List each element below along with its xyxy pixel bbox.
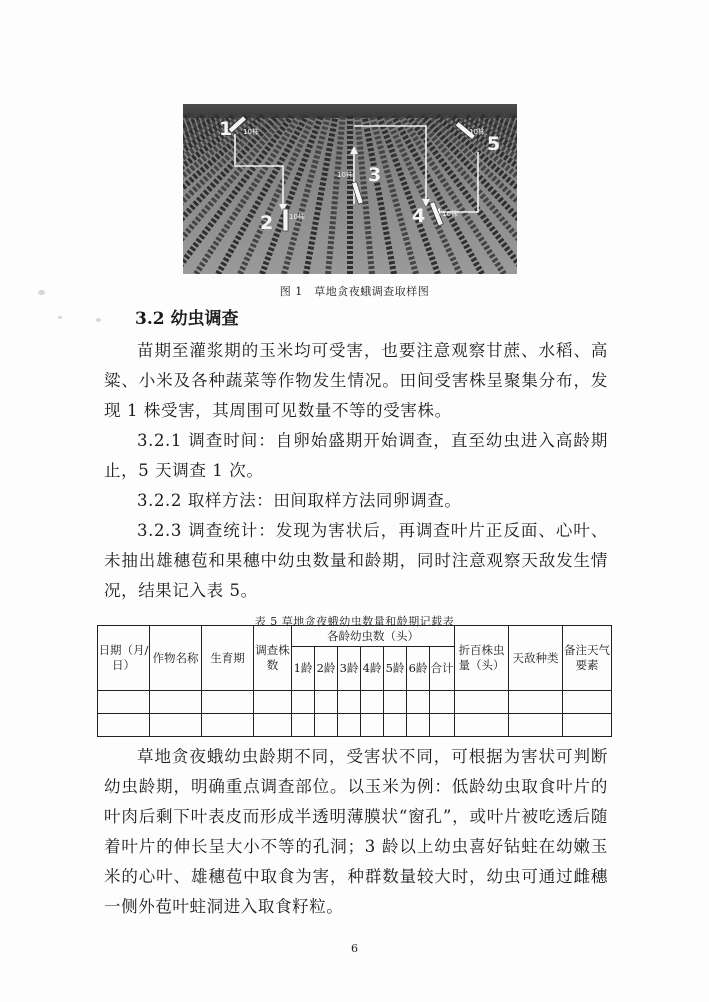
plot-label: 10株	[289, 213, 305, 221]
scan-speck	[58, 316, 62, 319]
plot-label: 10株	[337, 171, 353, 179]
header-notes: 备注天气要素	[563, 626, 612, 691]
header-instar-total: 合计	[430, 647, 455, 691]
header-instar-5: 5龄	[384, 647, 407, 691]
plot-label: 10株	[243, 128, 259, 136]
header-crop: 作物名称	[150, 626, 202, 691]
header-instar-group: 各龄幼虫数（头）	[292, 626, 455, 647]
paragraph-sampling-method: 3.2.2 取样方法：田间取样方法同卵调查。	[137, 491, 462, 510]
header-instar-6: 6龄	[407, 647, 430, 691]
paragraph-damage-symptoms: 草地贪夜蛾幼虫龄期不同，受害状不同，可根据为害状可判断幼虫龄期，明确重点调查部位。以玉米为例：低龄幼虫取食叶片的叶肉后剩下叶表皮而形成半透明薄膜状“窗孔”，或叶片被吃透后随着叶片的伸长呈大小不等的孔洞；3 龄以上幼虫喜好钻蛀在幼嫩玉米的心叶、雄穗苞中取食为害，种群数量较大时，幼虫可通过雌穗一侧外苞叶蛀洞进入取食籽粒。	[104, 747, 608, 916]
plot-number: 4	[412, 205, 426, 227]
plot-marker	[283, 209, 288, 231]
paragraph-survey-statistics: 3.2.3 调查统计：发现为害状后，再调查叶片正反面、心叶、未抽出雄穗苞和果穗中幼虫数量和龄期，同时注意观察天敌发生情况，结果记入表 5。	[104, 521, 608, 600]
header-per-hundred: 折百株虫量（头）	[455, 626, 509, 691]
paragraph-intro: 苗期至灌浆期的玉米均可受害，也要注意观察甘蔗、水稻、高粱、小米及各种蔬菜等作物发生情况。田间受害株呈聚集分布，发现 1 株受害，其周围可见数量不等的受害株。	[104, 341, 608, 420]
header-stage: 生育期	[202, 626, 254, 691]
table-row	[98, 691, 612, 714]
header-instar-4: 4龄	[361, 647, 384, 691]
plot-number: 1	[219, 118, 233, 140]
header-instar-3: 3龄	[338, 647, 361, 691]
figure-caption: 图 1 草地贪夜蛾调查取样图	[279, 285, 430, 298]
plot-number: 5	[487, 133, 501, 155]
page-number: 6	[351, 942, 358, 955]
paragraph-survey-time: 3.2.1 调查时间：自卵始盛期开始调查，直至幼虫进入高龄期止，5 天调查 1 次。	[104, 431, 608, 480]
header-instar-1: 1龄	[292, 647, 315, 691]
plot-number: 2	[260, 212, 274, 234]
header-plants: 调查株数	[254, 626, 292, 691]
header-enemies: 天敌种类	[509, 626, 563, 691]
scan-speck	[96, 318, 101, 322]
table-caption: 表 5 草地贪夜蛾幼虫数量和龄期记载表	[254, 615, 455, 628]
section-heading: 3.2 幼虫调查	[135, 309, 239, 329]
header-instar-2: 2龄	[315, 647, 338, 691]
table-row	[98, 714, 612, 737]
plot-label: 10株	[442, 210, 458, 218]
larva-record-table	[97, 625, 612, 737]
plot-label: 10株	[469, 128, 485, 136]
header-date: 日期（月/日）	[98, 626, 150, 691]
plot-number: 3	[368, 164, 382, 186]
sampling-photo	[183, 104, 517, 274]
